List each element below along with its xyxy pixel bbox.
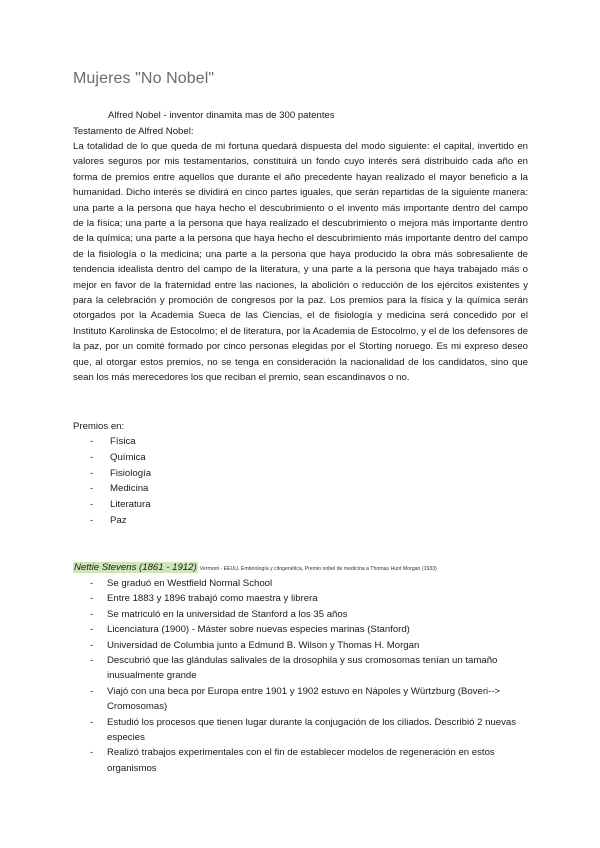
- bio-item: Entre 1883 y 1896 trabajó como maestra y librera: [107, 593, 318, 605]
- list-item: [73, 622, 528, 637]
- bullet-dash: -: [90, 747, 94, 759]
- prizes-heading: Premios en:: [73, 421, 125, 432]
- bullet-dash: -: [90, 514, 94, 526]
- bio-item: Universidad de Columbia junto a Edmund B. Wilson y Thomas H. Morgan: [107, 639, 420, 651]
- prize-item: Química: [110, 451, 146, 463]
- bullet-dash: -: [90, 624, 94, 636]
- prize-item: Literatura: [110, 499, 151, 511]
- person-name: Nettie Stevens (1861 - 1912): [74, 562, 197, 573]
- person-note: Vermont - EEUU, Embriología y citogenética, Premio nobel de medicina a Thomas Hunt Morgan (1933): [199, 566, 437, 572]
- testament-paragraph: La totalidad de lo que queda de mi fortuna quedará dispuesta del modo siguiente: el capital, invertido en valores seguros por mis testamentarios, constituirá un fondo cuyo interés será distribuido cada año en forma de premios entre aquellos que durante el año precedente hayan realizado el mayor beneficio a la humanidad. Dicho interés se dividirá en cinco partes iguales, que serán repartidas de la siguiente manera: una parte a la persona que haya hecho el descubrimiento o el invento más importante dentro del campo de la física; una parte a la persona que haya realizado el descubrimiento o mejora más importante dentro de la química; una parte a la persona que haya hecho el descubrimiento más importante dentro del campo de la fisiología o la medicina; una parte a la persona que haya producido la obra más sobresaliente de tendencia idealista dentro del campo de la literatura, y una parte a la persona que haya trabajado más o mejor en favor de la fraternidad entre las naciones, la abolición o reducción de los ejércitos existentes y para la celebración y promoción de congresos por la paz. Los premios para la física y la química serán otorgados por la Academia Sueca de las Ciencias, el de fisiología y medicina será concedido por el Instituto Karolinska de Estocolmo; el de literatura, por la Academia de Estocolmo, y el de los defensores de la paz, por un comité formado por cinco personas elegidas por el Storting noruego. Es mi expreso deseo que, al otorgar estos premios, no se tenga en consideración la nacionalidad de los candidatos, sino que sean los más merecedores los que reciban el premio, sean escandinavos o no.: [73, 141, 528, 384]
- bullet-dash: -: [90, 639, 94, 651]
- bullet-dash: -: [90, 716, 94, 728]
- bullet-dash: -: [90, 483, 94, 495]
- list-item: [73, 653, 528, 684]
- bullet-dash: -: [90, 451, 94, 463]
- bio-item: Licenciatura (1900) - Máster sobre nuevas especies marinas (Stanford): [107, 624, 410, 636]
- list-item: [73, 607, 528, 622]
- bio-item: Viajó con una beca por Europa entre 1901 y 1902 estuvo en Nápoles y Würtzburg (Boveri--> Cromosomas): [107, 685, 501, 713]
- bullet-dash: -: [90, 608, 94, 620]
- bullet-dash: -: [90, 685, 94, 697]
- prize-item: Física: [110, 436, 136, 447]
- bullet-dash: -: [90, 578, 94, 589]
- bio-list: [73, 576, 528, 776]
- prize-item: Fisiología: [110, 467, 152, 479]
- testament-heading: Testamento de Alfred Nobel:: [73, 126, 194, 137]
- subtitle: Alfred Nobel - inventor dinamita mas de 300 patentes: [108, 110, 335, 121]
- prize-item: Medicina: [110, 483, 149, 495]
- list-item: [73, 715, 528, 746]
- bio-item: Realizó trabajos experimentales con el fin de establecer modelos de regeneración en estos organismos: [107, 747, 495, 774]
- bio-item: Se matriculó en la universidad de Stanford a los 35 años: [107, 608, 348, 620]
- list-item: [73, 684, 528, 715]
- list-item: [73, 576, 528, 591]
- bullet-dash: -: [90, 467, 94, 479]
- page-title: Mujeres "No Nobel": [73, 70, 215, 87]
- bullet-dash: -: [90, 499, 94, 511]
- list-item: [73, 745, 528, 776]
- bio-item: Descubrió que las glándulas salivales de la drosophila y sus cromosomas tenían un tamaño inusualmente grande: [107, 655, 498, 682]
- bullet-dash: -: [90, 593, 94, 605]
- prize-item: Paz: [110, 514, 127, 526]
- bio-item: Estudió los procesos que tienen lugar durante la conjugación de los ciliados. Describió 2 nuevas especies: [107, 716, 517, 744]
- list-item: [73, 638, 528, 653]
- person-heading: [73, 560, 437, 577]
- list-item: [73, 591, 528, 606]
- bullet-dash: -: [90, 655, 94, 667]
- bullet-dash: -: [90, 436, 94, 447]
- bio-item: Se graduó en Westfield Normal School: [107, 578, 273, 589]
